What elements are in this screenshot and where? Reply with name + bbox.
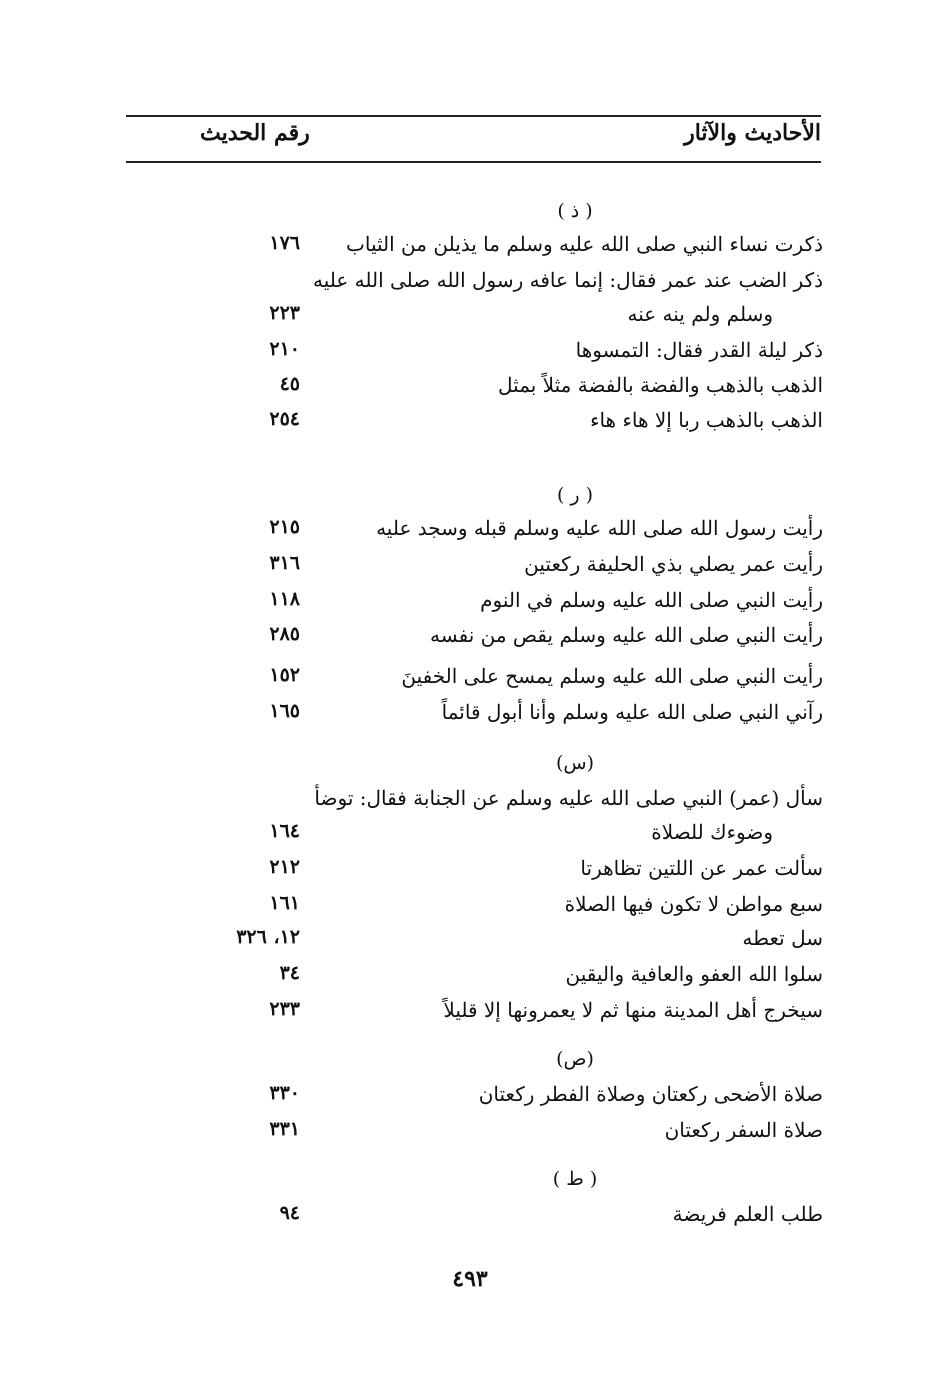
entry-text-continuation: وضوءك للصلاة	[651, 820, 773, 844]
entry-hadith-number: ١٦٥	[269, 700, 300, 722]
entry-hadith-number: ٢٨٥	[269, 623, 300, 645]
entry-text: سل تعطه	[742, 926, 823, 950]
entry-hadith-number: ٣٣١	[269, 1118, 300, 1140]
section-letter-heading: (س)	[555, 752, 595, 774]
entry-hadith-number: ١٦٤	[269, 820, 300, 842]
entry-hadith-number: ١٦١	[269, 892, 300, 914]
entry-hadith-number: ١٧٦	[269, 232, 300, 254]
entry-hadith-number: ٢٥٤	[269, 408, 300, 430]
entry-hadith-number: ٢١٠	[269, 338, 300, 360]
entry-text: ذكر الضب عند عمر فقال: إنما عافه رسول الله صلى الله عليه	[312, 268, 823, 292]
header-title-hadiths: الأحاديث والآثار	[684, 120, 821, 146]
entry-hadith-number: ٣٤	[279, 962, 300, 984]
entry-hadith-number: ١٢، ٣٢٦	[236, 926, 300, 948]
entry-text: ذكرت نساء النبي صلى الله عليه وسلم ما يذيلن من الثياب	[346, 232, 823, 256]
entry-text: سيخرج أهل المدينة منها ثم لا يعمرونها إلا قليلاً	[443, 998, 823, 1022]
section-letter-heading: ( ذ )	[557, 200, 593, 222]
entry-hadith-number: ١٥٢	[269, 664, 300, 686]
entry-hadith-number: ٢٣٣	[269, 998, 300, 1020]
entry-hadith-number: ٤٥	[279, 373, 300, 395]
entry-text: رأيت النبي صلى الله عليه وسلم في النوم	[480, 588, 823, 612]
entry-hadith-number: ٩٤	[279, 1202, 300, 1224]
entry-hadith-number: ٢١٢	[269, 856, 300, 878]
entry-text: سلوا الله العفو والعافية واليقين	[565, 962, 823, 986]
entry-text: طلب العلم فريضة	[672, 1202, 823, 1226]
entry-hadith-number: ٢٢٣	[269, 302, 300, 324]
section-letter-heading: ( ر )	[556, 484, 594, 506]
entry-hadith-number: ٢١٥	[269, 516, 300, 538]
entry-text: صلاة السفر ركعتان	[664, 1118, 823, 1142]
header-title-hadith-number: رقم الحديث	[200, 120, 310, 146]
entry-text: سألت عمر عن اللتين تظاهرتا	[580, 856, 823, 880]
entry-text-continuation: وسلم ولم ينه عنه	[627, 302, 773, 326]
entry-text: رأيت النبي صلى الله عليه وسلم يقص من نفسه	[430, 623, 823, 647]
entry-text: رأيت رسول الله صلى الله عليه وسلم قبله وسجد عليه	[376, 516, 823, 540]
entry-text: صلاة الأضحى ركعتان وصلاة الفطر ركعتان	[478, 1082, 823, 1106]
entry-hadith-number: ٣١٦	[269, 552, 300, 574]
entry-text: الذهب بالذهب والفضة بالفضة مثلاً بمثل	[498, 373, 823, 397]
section-letter-heading: ( ط )	[552, 1168, 598, 1190]
entry-text: سبع مواطن لا تكون فيها الصلاة	[564, 892, 823, 916]
entry-text: رآني النبي صلى الله عليه وسلم وأنا أبول قائماً	[441, 700, 823, 724]
entry-text: رأيت عمر يصلي بذي الحليفة ركعتين	[524, 552, 823, 576]
entry-hadith-number: ٣٣٠	[269, 1082, 300, 1104]
entry-text: رأيت النبي صلى الله عليه وسلم يمسح على الخفينَ	[401, 664, 823, 688]
entry-text: سأل (عمر) النبي صلى الله عليه وسلم عن الجنابة فقال: توضأ	[314, 786, 823, 810]
entry-text: الذهب بالذهب ربا إلا هاء هاء	[590, 408, 823, 432]
entry-hadith-number: ١١٨	[269, 588, 300, 610]
entry-text: ذكر ليلة القدر فقال: التمسوها	[575, 338, 823, 362]
page-number: ٤٩٣	[452, 1266, 488, 1292]
section-letter-heading: (ص)	[556, 1048, 594, 1070]
